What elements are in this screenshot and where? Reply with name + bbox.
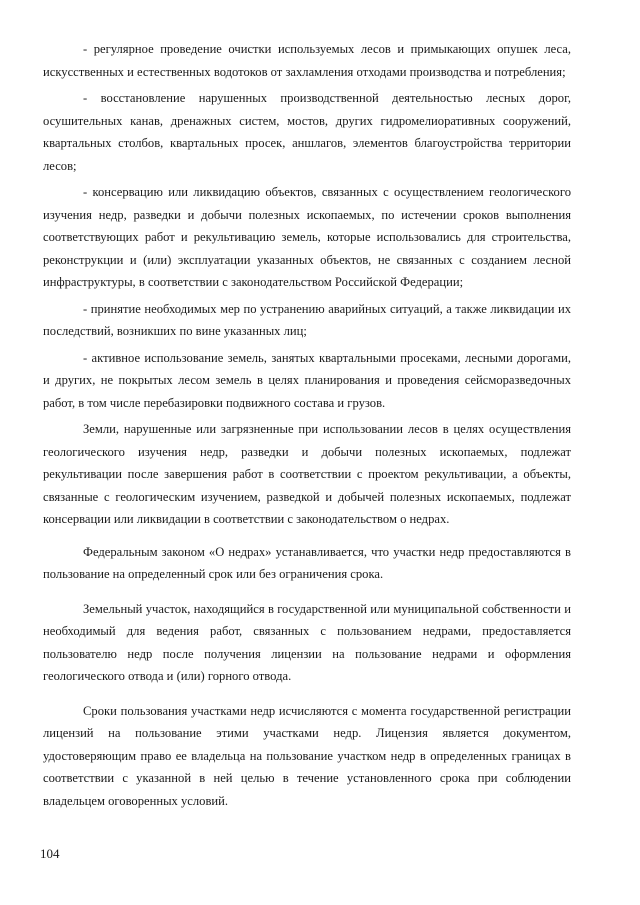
paragraph-active-use: - активное использование земель, занятых квартальными просеками, лесными дорогами, и других, не покрытых лесом земель в целях планирования и проведения сейсморазведочных работ, в том числе перебазировки подвижного состава и грузов. — [43, 350, 571, 410]
paragraph-restoration: - восстановление нарушенных производственной деятельностью лесных дорог, осушительных канав, дренажных систем, мостов, других гидромелиоративных сооружений, квартальных столбов, квартальных просек, аншлагов, элементов благоустройства территории лесов; — [43, 91, 571, 173]
paragraph-usage-terms: Сроки пользования участками недр исчисляются с момента государственной регистрации лицензий на пользование этими участками недр. Лицензия является документом, удостоверяющим право ее владельца на пользование участком недр в определенных границах в соответствии с указанной в ней целью в течение установленного срока при соблюдении владельцем оговоренных условий. — [43, 703, 571, 808]
paragraph-federal-law: Федеральным законом «О недрах» устанавливается, что участки недр предоставляются в пользование на определенный срок или без ограничения срока. — [43, 544, 571, 581]
page-number: 104 — [40, 846, 60, 861]
paragraph-conservation: - консервацию или ликвидацию объектов, связанных с осуществлением геологического изучения недр, разведки и добычи полезных ископаемых, по истечении сроков выполнения соответствующих работ и рекультивацию земель, которые использовались для строительства, реконструкции и (или) эксплуатации указанных объектов, не связанных с созданием лесной инфраструктуры, в соответствии с законодательством Российской Федерации; — [43, 185, 571, 289]
paragraph-emergency: - принятие необходимых мер по устранению аварийных ситуаций, а также ликвидации их последствий, возникших по вине указанных лиц; — [43, 301, 571, 338]
paragraph-cleanup: - регулярное проведение очистки используемых лесов и примыкающих опушек леса, искусственных и естественных водотоков от захламления отходами производства и потребления; — [43, 42, 571, 79]
paragraph-recultivation: Земли, нарушенные или загрязненные при использовании лесов в целях осуществления геологического изучения недр, разведки и добычи полезных ископаемых, подлежат рекультивации после завершения работ в соответствии с проектом рекультивации, а объекты, связанные с геологическим изучением, разведкой и добычей полезных ископаемых, подлежат консервации или ликвидации в соответствии с законодательством о недрах. — [43, 422, 571, 526]
document-page — [43, 38, 571, 812]
paragraph-land-plot: Земельный участок, находящийся в государственной или муниципальной собственности и необходимый для ведения работ, связанных с пользованием недрами, предоставляется пользователю недр после получения лицензии на пользование недрами и оформления геологического отвода и (или) горного отвода. — [43, 601, 571, 683]
